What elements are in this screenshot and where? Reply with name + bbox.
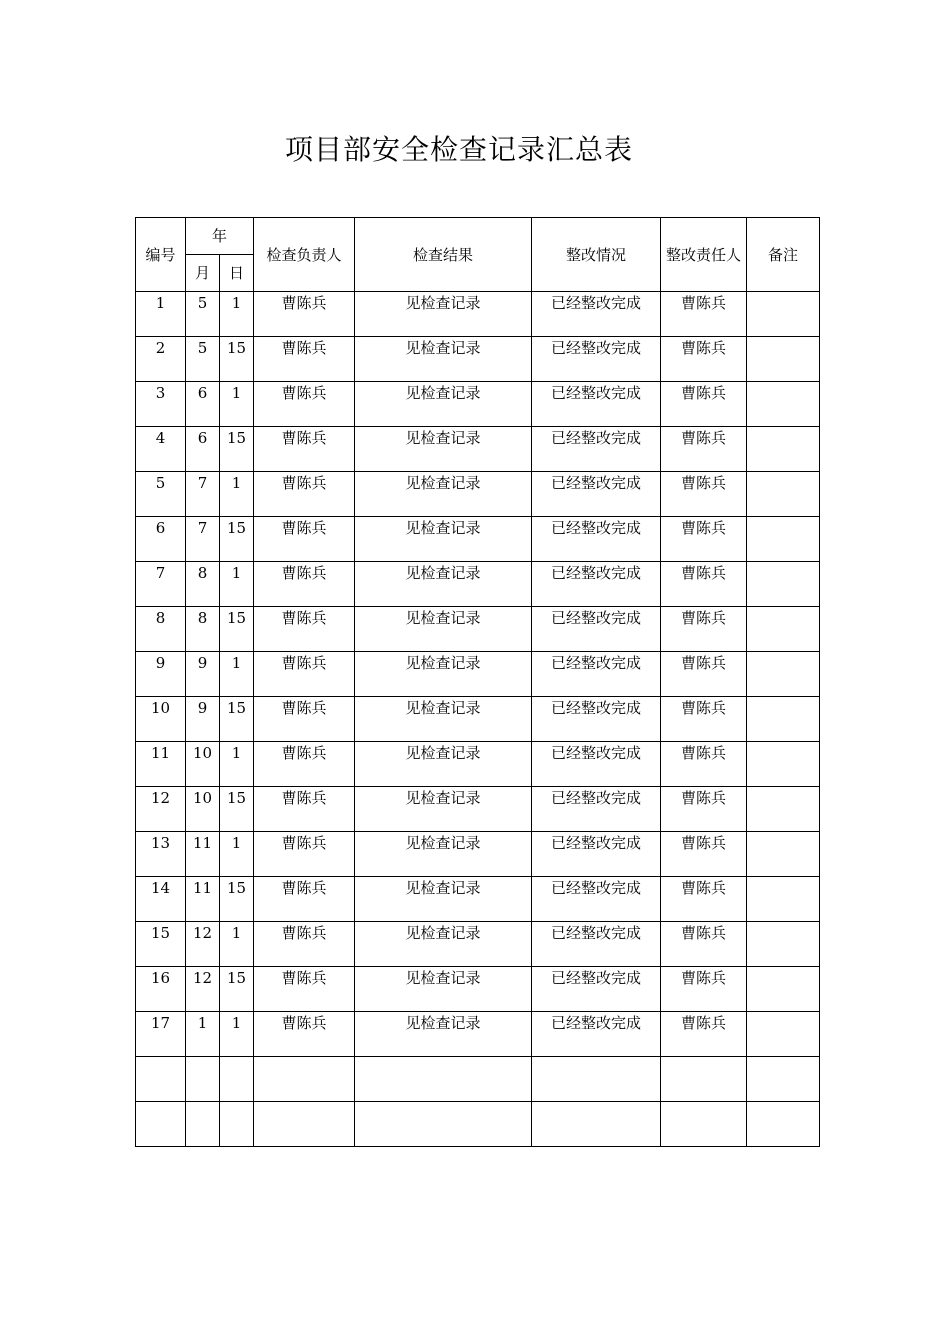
cell-responsible: 曹陈兵 [661, 517, 747, 562]
table-row [136, 1012, 820, 1057]
cell-remark [747, 337, 820, 382]
header-month: 月 [186, 255, 220, 292]
cell-result [355, 1102, 532, 1147]
cell-result: 见检查记录 [355, 292, 532, 337]
cell-month: 12 [186, 922, 220, 967]
cell-status: 已经整改完成 [532, 292, 661, 337]
cell-responsible: 曹陈兵 [661, 427, 747, 472]
cell-result [355, 1057, 532, 1102]
cell-result: 见检查记录 [355, 337, 532, 382]
cell-day: 1 [220, 1012, 254, 1057]
cell-responsible: 曹陈兵 [661, 967, 747, 1012]
cell-inspector: 曹陈兵 [254, 562, 355, 607]
cell-status: 已经整改完成 [532, 922, 661, 967]
cell-no: 14 [136, 877, 186, 922]
cell-day: 15 [220, 337, 254, 382]
cell-result: 见检查记录 [355, 472, 532, 517]
cell-result: 见检查记录 [355, 832, 532, 877]
header-responsible: 整改责任人 [661, 218, 747, 292]
cell-remark [747, 607, 820, 652]
cell-inspector: 曹陈兵 [254, 832, 355, 877]
cell-responsible: 曹陈兵 [661, 472, 747, 517]
cell-day: 1 [220, 832, 254, 877]
header-result: 检查结果 [355, 218, 532, 292]
cell-status: 已经整改完成 [532, 877, 661, 922]
page-title: 项目部安全检查记录汇总表 [284, 133, 633, 166]
header-rectification: 整改情况 [532, 218, 661, 292]
cell-no: 10 [136, 697, 186, 742]
cell-inspector: 曹陈兵 [254, 427, 355, 472]
cell-responsible: 曹陈兵 [661, 922, 747, 967]
table-row [136, 967, 820, 1012]
cell-month: 9 [186, 697, 220, 742]
cell-month: 10 [186, 787, 220, 832]
cell-responsible: 曹陈兵 [661, 877, 747, 922]
cell-responsible [661, 1057, 747, 1102]
cell-remark [747, 1057, 820, 1102]
cell-remark [747, 1012, 820, 1057]
cell-status: 已经整改完成 [532, 427, 661, 472]
cell-remark [747, 787, 820, 832]
cell-inspector: 曹陈兵 [254, 697, 355, 742]
cell-inspector: 曹陈兵 [254, 877, 355, 922]
cell-remark [747, 472, 820, 517]
cell-result: 见检查记录 [355, 1012, 532, 1057]
cell-day: 15 [220, 877, 254, 922]
cell-remark [747, 652, 820, 697]
cell-responsible: 曹陈兵 [661, 382, 747, 427]
header-remark: 备注 [747, 218, 820, 292]
cell-day: 15 [220, 697, 254, 742]
cell-status: 已经整改完成 [532, 652, 661, 697]
table-row [136, 832, 820, 877]
table-row [136, 337, 820, 382]
cell-status: 已经整改完成 [532, 337, 661, 382]
table-row [136, 382, 820, 427]
cell-month: 9 [186, 652, 220, 697]
cell-responsible: 曹陈兵 [661, 652, 747, 697]
cell-no: 13 [136, 832, 186, 877]
cell-status: 已经整改完成 [532, 472, 661, 517]
cell-inspector: 曹陈兵 [254, 787, 355, 832]
cell-inspector: 曹陈兵 [254, 742, 355, 787]
table-row [136, 1102, 820, 1147]
cell-day [220, 1057, 254, 1102]
cell-no: 4 [136, 427, 186, 472]
cell-month: 8 [186, 607, 220, 652]
cell-month [186, 1102, 220, 1147]
table-row [136, 562, 820, 607]
cell-responsible [661, 1102, 747, 1147]
cell-remark [747, 517, 820, 562]
cell-month: 7 [186, 472, 220, 517]
cell-remark [747, 427, 820, 472]
cell-remark [747, 967, 820, 1012]
table-row [136, 652, 820, 697]
cell-remark [747, 832, 820, 877]
table-row [136, 292, 820, 337]
cell-responsible: 曹陈兵 [661, 292, 747, 337]
cell-month: 6 [186, 382, 220, 427]
header-inspector: 检查负责人 [254, 218, 355, 292]
cell-month: 6 [186, 427, 220, 472]
cell-no: 17 [136, 1012, 186, 1057]
cell-no [136, 1057, 186, 1102]
cell-no [136, 1102, 186, 1147]
cell-no: 11 [136, 742, 186, 787]
cell-no: 8 [136, 607, 186, 652]
table-row [136, 742, 820, 787]
cell-inspector: 曹陈兵 [254, 607, 355, 652]
cell-remark [747, 1102, 820, 1147]
cell-result: 见检查记录 [355, 382, 532, 427]
cell-no: 6 [136, 517, 186, 562]
cell-month: 8 [186, 562, 220, 607]
cell-month [186, 1057, 220, 1102]
cell-inspector: 曹陈兵 [254, 922, 355, 967]
cell-result: 见检查记录 [355, 652, 532, 697]
cell-status [532, 1057, 661, 1102]
cell-remark [747, 697, 820, 742]
cell-remark [747, 922, 820, 967]
cell-day: 15 [220, 607, 254, 652]
cell-month: 5 [186, 292, 220, 337]
cell-day: 15 [220, 517, 254, 562]
cell-month: 5 [186, 337, 220, 382]
cell-day: 1 [220, 292, 254, 337]
table-row [136, 607, 820, 652]
cell-responsible: 曹陈兵 [661, 832, 747, 877]
table-row [136, 877, 820, 922]
cell-status: 已经整改完成 [532, 382, 661, 427]
cell-no: 7 [136, 562, 186, 607]
cell-status: 已经整改完成 [532, 742, 661, 787]
cell-month: 7 [186, 517, 220, 562]
cell-no: 12 [136, 787, 186, 832]
cell-day: 1 [220, 472, 254, 517]
cell-day: 1 [220, 652, 254, 697]
cell-no: 5 [136, 472, 186, 517]
table-row [136, 787, 820, 832]
cell-status: 已经整改完成 [532, 832, 661, 877]
cell-inspector: 曹陈兵 [254, 517, 355, 562]
cell-result: 见检查记录 [355, 742, 532, 787]
table-header [136, 218, 820, 292]
cell-no: 3 [136, 382, 186, 427]
cell-month: 11 [186, 832, 220, 877]
table-row [136, 1057, 820, 1102]
cell-inspector: 曹陈兵 [254, 967, 355, 1012]
cell-status: 已经整改完成 [532, 697, 661, 742]
cell-result: 见检查记录 [355, 922, 532, 967]
cell-inspector [254, 1102, 355, 1147]
cell-inspector: 曹陈兵 [254, 382, 355, 427]
cell-result: 见检查记录 [355, 877, 532, 922]
cell-status: 已经整改完成 [532, 517, 661, 562]
cell-result: 见检查记录 [355, 607, 532, 652]
cell-month: 11 [186, 877, 220, 922]
header-day: 日 [220, 255, 254, 292]
cell-responsible: 曹陈兵 [661, 742, 747, 787]
cell-inspector: 曹陈兵 [254, 337, 355, 382]
cell-month: 10 [186, 742, 220, 787]
cell-day: 1 [220, 922, 254, 967]
table-row [136, 517, 820, 562]
cell-day: 1 [220, 562, 254, 607]
cell-status: 已经整改完成 [532, 787, 661, 832]
cell-day: 1 [220, 382, 254, 427]
cell-responsible: 曹陈兵 [661, 787, 747, 832]
cell-status [532, 1102, 661, 1147]
cell-result: 见检查记录 [355, 562, 532, 607]
cell-no: 2 [136, 337, 186, 382]
header-no: 编号 [136, 218, 186, 292]
cell-responsible: 曹陈兵 [661, 562, 747, 607]
header-year: 年 [186, 218, 254, 255]
table-row [136, 697, 820, 742]
cell-no: 15 [136, 922, 186, 967]
cell-day [220, 1102, 254, 1147]
cell-remark [747, 562, 820, 607]
table-body [136, 292, 820, 1147]
cell-status: 已经整改完成 [532, 967, 661, 1012]
cell-responsible: 曹陈兵 [661, 697, 747, 742]
table-row [136, 922, 820, 967]
cell-responsible: 曹陈兵 [661, 337, 747, 382]
cell-remark [747, 382, 820, 427]
cell-inspector [254, 1057, 355, 1102]
cell-no: 9 [136, 652, 186, 697]
cell-no: 16 [136, 967, 186, 1012]
cell-inspector: 曹陈兵 [254, 1012, 355, 1057]
cell-result: 见检查记录 [355, 517, 532, 562]
cell-responsible: 曹陈兵 [661, 607, 747, 652]
cell-month: 12 [186, 967, 220, 1012]
cell-month: 1 [186, 1012, 220, 1057]
cell-day: 15 [220, 427, 254, 472]
cell-inspector: 曹陈兵 [254, 652, 355, 697]
cell-day: 15 [220, 787, 254, 832]
cell-day: 15 [220, 967, 254, 1012]
cell-result: 见检查记录 [355, 967, 532, 1012]
cell-day: 1 [220, 742, 254, 787]
inspection-summary-table [135, 217, 820, 1147]
table-row [136, 472, 820, 517]
cell-responsible: 曹陈兵 [661, 1012, 747, 1057]
cell-remark [747, 742, 820, 787]
cell-status: 已经整改完成 [532, 607, 661, 652]
cell-result: 见检查记录 [355, 427, 532, 472]
cell-remark [747, 877, 820, 922]
cell-status: 已经整改完成 [532, 562, 661, 607]
cell-no: 1 [136, 292, 186, 337]
cell-remark [747, 292, 820, 337]
cell-status: 已经整改完成 [532, 1012, 661, 1057]
cell-inspector: 曹陈兵 [254, 472, 355, 517]
cell-result: 见检查记录 [355, 787, 532, 832]
table-row [136, 427, 820, 472]
cell-result: 见检查记录 [355, 697, 532, 742]
cell-inspector: 曹陈兵 [254, 292, 355, 337]
